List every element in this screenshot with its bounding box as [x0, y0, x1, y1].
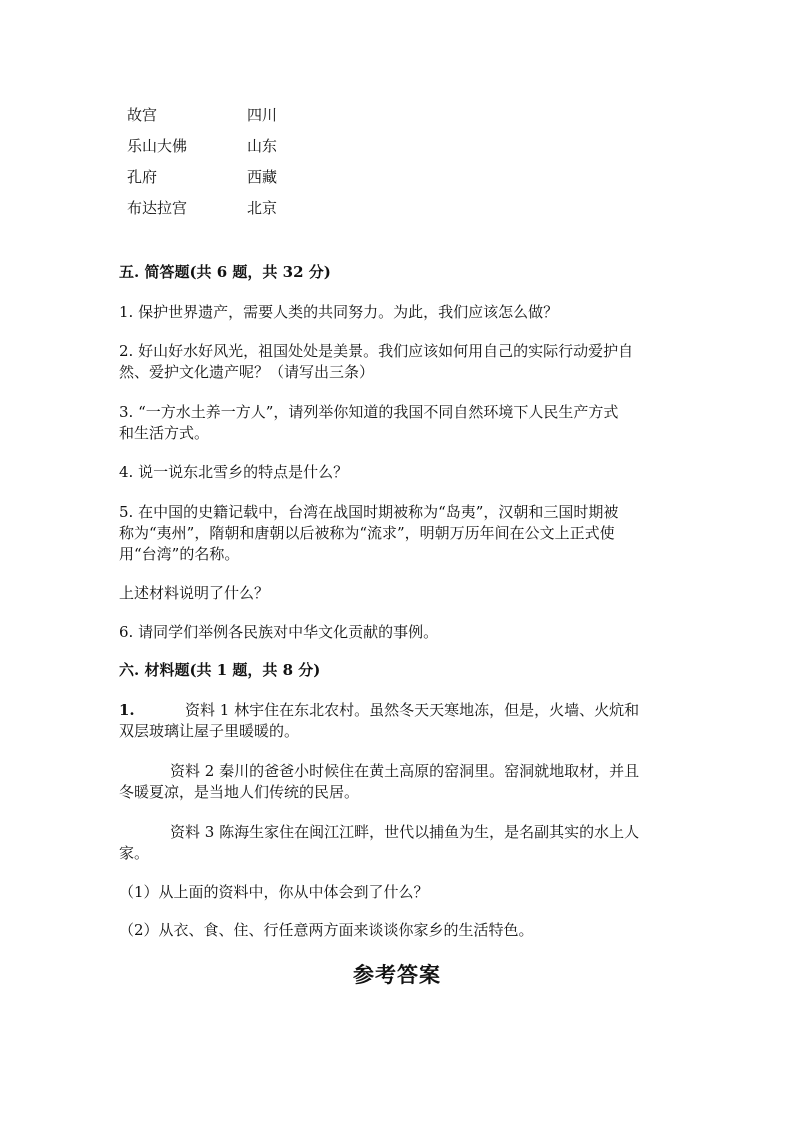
- question-5-line-1: 5. 在中国的史籍记载中，台湾在战国时期被称为“岛夷”，汉朝和三国时期被: [119, 503, 619, 521]
- question-6: 6. 请同学们举例各民族对中华文化贡献的事例。: [119, 623, 439, 641]
- match-left-item: 孔府: [127, 168, 158, 186]
- question-3-line-1: 3. “一方水土养一方人”，请列举你知道的我国不同自然环境下人民生产方式: [119, 403, 619, 421]
- match-left-item: 乐山大佛: [127, 137, 188, 155]
- material-2-line-1: 资料 2 秦川的爸爸小时候住在黄土高原的窑洞里。窑洞就地取材，并且: [170, 762, 640, 780]
- match-right-item: 四川: [247, 106, 278, 124]
- match-left-item: 布达拉宫: [127, 199, 188, 217]
- match-right-item: 山东: [247, 137, 278, 155]
- question-3-line-2: 和生活方式。: [119, 424, 210, 442]
- question-2-line-2: 然、爱护文化遗产呢？（请写出三条）: [119, 363, 375, 381]
- section5-heading: 五. 简答题(共 6 题，共 32 分): [119, 263, 331, 281]
- question-5-prompt: 上述材料说明了什么？: [119, 584, 270, 602]
- sub-question-1: （1）从上面的资料中，你从中体会到了什么？: [119, 883, 429, 901]
- question-4: 4. 说一说东北雪乡的特点是什么？: [119, 463, 349, 481]
- match-right-item: 北京: [247, 199, 278, 217]
- sub-question-2: （2）从衣、食、住、行任意两方面来谈谈你家乡的生活特色。: [119, 921, 534, 939]
- match-right-item: 西藏: [247, 168, 278, 186]
- material-3-line-1: 资料 3 陈海生家住在闽江江畔，世代以捕鱼为生，是名副其实的水上人: [170, 823, 640, 841]
- material-1-line-2: 双层玻璃让屋子里暖暖的。: [119, 722, 300, 740]
- answers-title: 参考答案: [353, 962, 441, 987]
- question-5-line-2: 称为“夷州”，隋朝和唐朝以后被称为“流求”，明朝万历年间在公文上正式使: [119, 524, 615, 542]
- question-1: 1. 保护世界遗产，需要人类的共同努力。为此，我们应该怎么做？: [119, 303, 559, 321]
- material-2-line-2: 冬暖夏凉，是当地人们传统的民居。: [119, 783, 360, 801]
- material-3-line-2: 家。: [119, 844, 150, 862]
- match-left-item: 故宫: [127, 106, 158, 124]
- material-question-number: 1.: [119, 701, 135, 719]
- section6-heading: 六. 材料题(共 1 题，共 8 分): [119, 661, 321, 679]
- material-1-line-1: 资料 1 林宇住在东北农村。虽然冬天天寒地冻，但是，火墙、火炕和: [185, 701, 640, 719]
- question-5-line-3: 用“台湾”的名称。: [119, 545, 240, 563]
- question-2-line-1: 2. 好山好水好风光，祖国处处是美景。我们应该如何用自己的实际行动爱护自: [119, 342, 634, 360]
